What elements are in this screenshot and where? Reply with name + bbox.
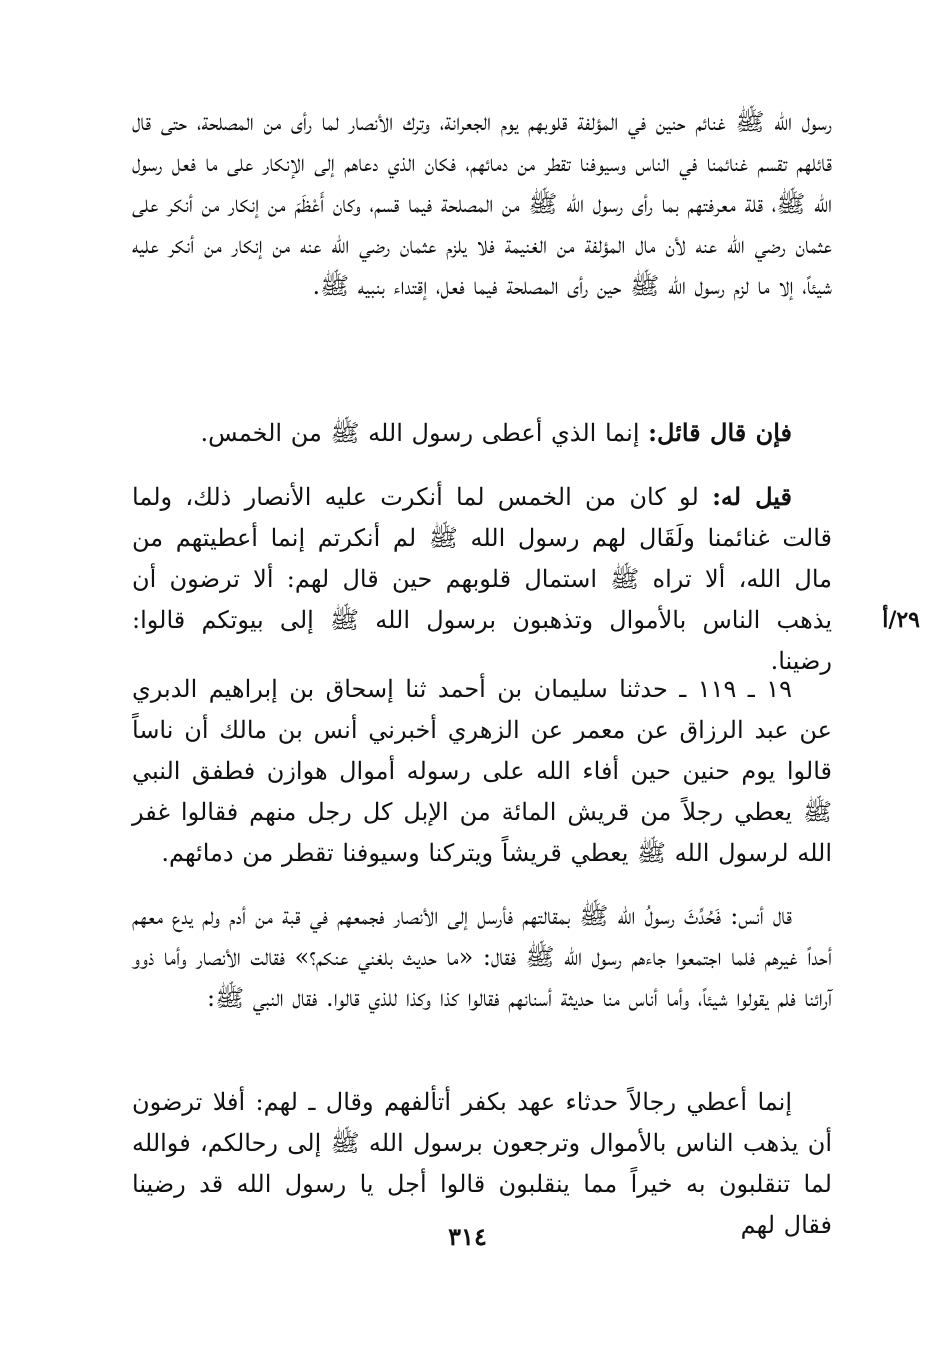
- paragraph-4: [132, 669, 832, 874]
- margin-folio-note: ٢٩/أ: [882, 607, 920, 633]
- paragraph-6-text: إنما أعطي رجالاً حدثاء عهد بكفر أتألفهم وقال ـ لهم: أفلا ترضون أن يذهب الناس بالأموال وترجعون برسول الله ﷺ إلى رحالكم، فوالله لما تنقلبون به خيراً مما ينقلبون قالوا أجل يا رسول الله قد رضينا فقال لهم: [132, 1088, 832, 1239]
- paragraph-2-lead: فإن قال قائل:: [648, 418, 792, 447]
- paragraph-5-text: قال أنس: فَحُدِّثَ رسولُ الله ﷺ بمقالتهم فأرسل إلى الأنصار فجمعهم في قبة من أدم ولم يدع معهم أحداً غيرهم فلما اجتمعوا جاءهم رسول الله ﷺ فقال: «ما حديث بلغني عنكم؟» فقالت الأنصار وأما ذوو آرائنا فلم يقولوا شيئاً، وأما أناس منا حديثة أسنانهم فقالوا كذا وكذا للذي قالوا. فقال النبي ﷺ:: [132, 902, 832, 1012]
- paragraph-3-text: لو كان من الخمس لما أنكرت عليه الأنصار ذلك، ولما قالت غنائمنا ولَقَال لهم رسول الله ﷺ لم أنكرتم إنما أعطيتهم من مال الله، ألا تراه ﷺ استمال قلوبهم حين قال لهم: ألا ترضون أن يذهب الناس بالأموال وتذهبون برسول الله ﷺ إلى بيوتكم قالوا: رضينا.: [132, 483, 832, 675]
- paragraph-1-text: رسول الله ﷺ غنائم حنين في المؤلفة قلوبهم يوم الجعرانة، وترك الأنصار لما رأى من المصلحة، حتى قال قائلهم تقسم غنائمنا في الناس وسيوفنا تقطر من دمائهم، فكان الذي دعاهم إلى الإنكار على ما فعل رسول الله ﷺ، قلة معرفتهم بما رأى رسول الله ﷺ من المصلحة فيما قسم، وكان أَعْظَمَ من إنكار من أنكر على عثمان رضي الله عنه لأن مال المؤلفة من الغنيمة فلا يلزم عثمان رضي الله عنه من إنكار من أنكر عليه شيئاً، إلا ما لزم رسول الله ﷺ حين رأى المصلحة فيما فعل، إقتداء بنبيه ﷺ.: [132, 108, 832, 300]
- paragraph-2-text: إنما الذي أعطى رسول الله ﷺ من الخمس.: [200, 419, 649, 447]
- paragraph-1: [132, 102, 832, 307]
- paragraph-3: [132, 476, 832, 682]
- paragraph-5: [132, 896, 832, 1019]
- paragraph-2: [132, 412, 832, 454]
- paragraph-3-lead: قيل له:: [712, 482, 792, 511]
- page-number: ٣١٤: [448, 1222, 487, 1251]
- paragraph-4-text: ١٩ ـ ١١٩ ـ حدثنا سليمان بن أحمد ثنا إسحاق بن إبراهيم الدبري عن عبد الرزاق عن معمر عن الزهري أخبرني أنس بن مالك أن ناساً قالوا يوم حنين حين أفاء الله على رسوله أموال هوازن فطفق النبي ﷺ يعطي رجلاً من قريش المائة من الإبل كل رجل منهم فقالوا غفر الله لرسول الله ﷺ يعطي قريشاً ويتركنا وسيوفنا تقطر من دمائهم.: [132, 675, 832, 867]
